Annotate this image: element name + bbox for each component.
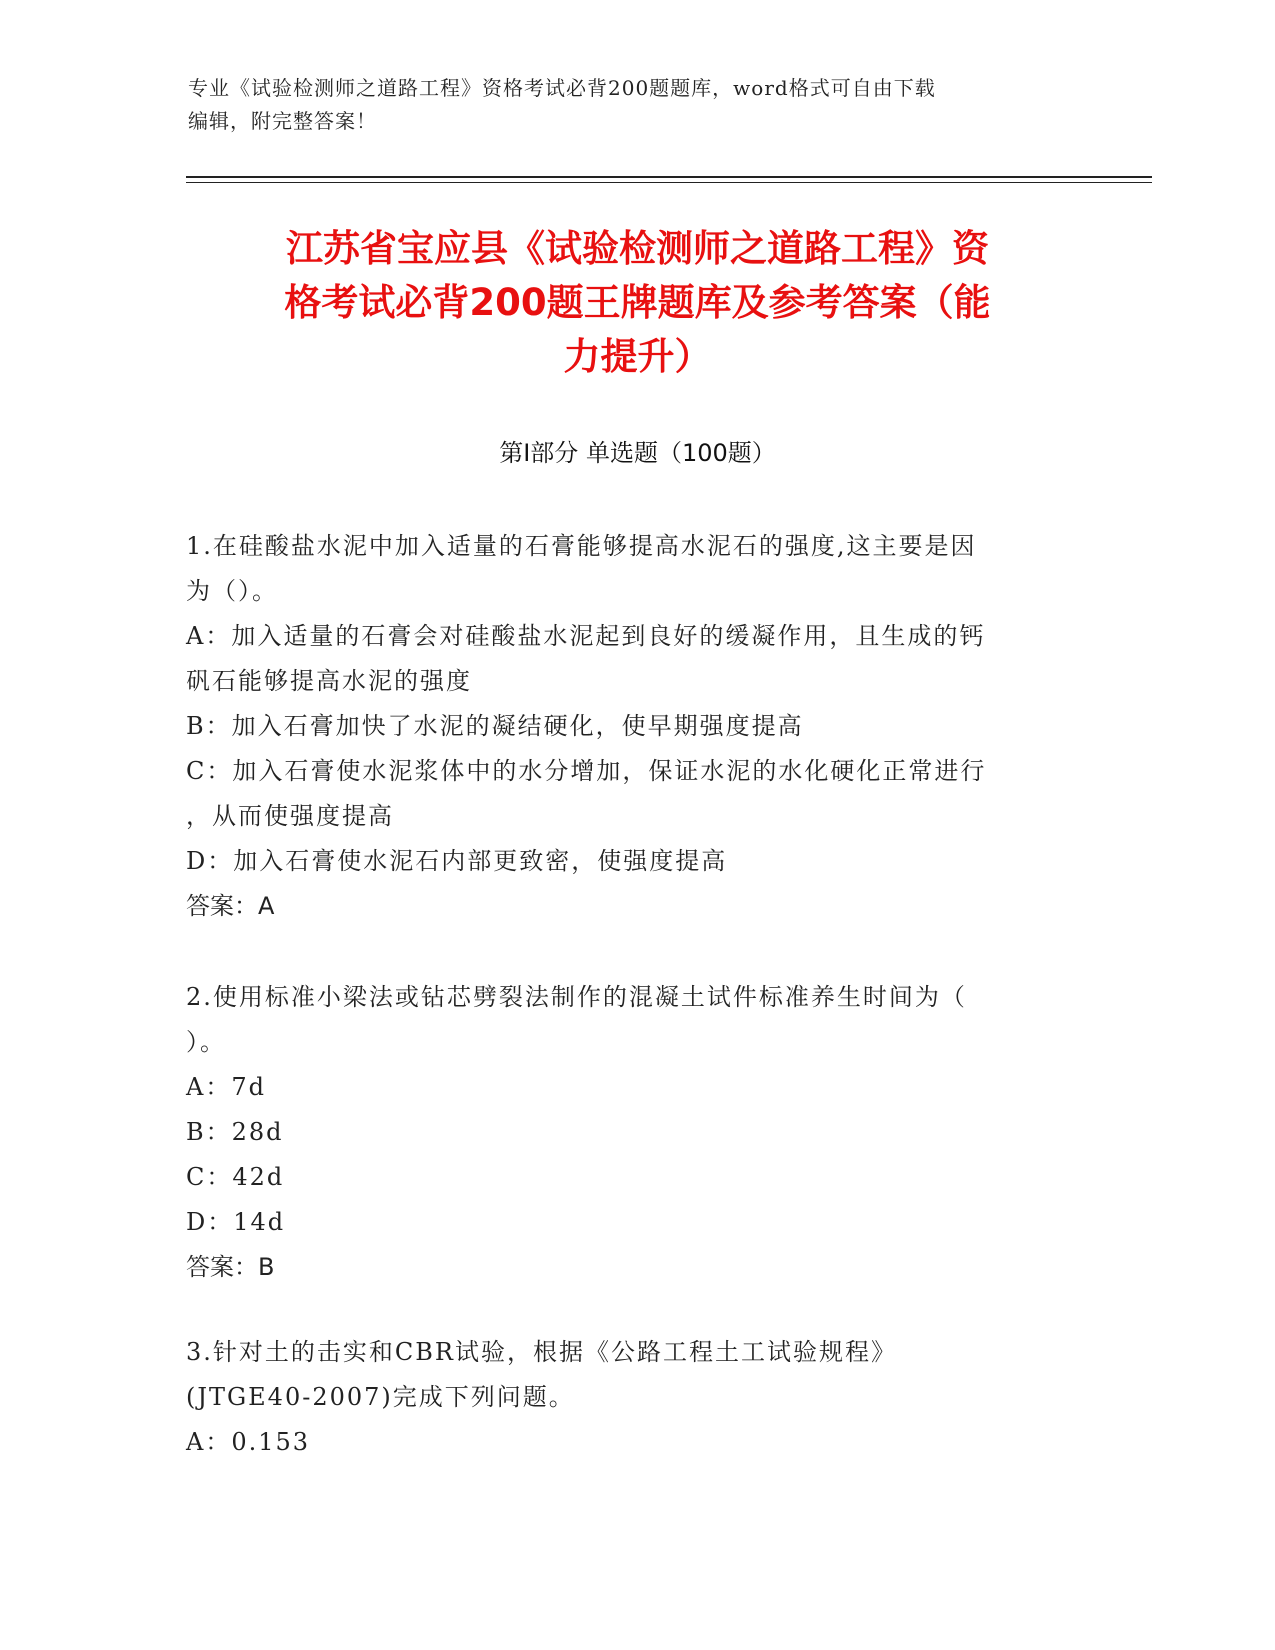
answer-line: 答案：A (186, 892, 275, 920)
option-line: C：加入石膏使水泥浆体中的水分增加，保证水泥的水化硬化正常进行 (186, 757, 987, 785)
option-line: A：加入适量的石膏会对硅酸盐水泥起到良好的缓凝作用，且生成的钙 (186, 622, 986, 650)
question-2 (186, 975, 1086, 1290)
title-line: 力提升） (563, 335, 712, 378)
question-stem: 1.在硅酸盐水泥中加入适量的石膏能够提高水泥石的强度,这主要是因 (186, 532, 977, 560)
option-line: B：28d (186, 1118, 284, 1146)
document-title (180, 222, 1095, 384)
header-note-line: 编辑，附完整答案！ (188, 109, 377, 133)
header-rule (186, 176, 1152, 178)
question-stem: (JTGE40-2007)完成下列问题。 (186, 1383, 575, 1411)
option-line: D：加入石膏使水泥石内部更致密，使强度提高 (186, 847, 728, 875)
answer-line: 答案：B (186, 1253, 275, 1281)
header-rule-thin (186, 182, 1152, 183)
option-line: A：0.153 (186, 1428, 311, 1456)
option-line: B：加入石膏加快了水泥的凝结硬化，使早期强度提高 (186, 712, 804, 740)
question-3 (186, 1330, 1086, 1465)
section-heading: 第Ⅰ部分 单选题（100题） (499, 439, 776, 467)
question-stem: 3.针对土的击实和CBR试验，根据《公路工程土工试验规程》 (186, 1338, 897, 1366)
title-line: 江苏省宝应县《试验检测师之道路工程》资 (286, 227, 989, 270)
option-line: A：7d (186, 1073, 266, 1101)
question-stem: 2.使用标准小梁法或钻芯劈裂法制作的混凝土试件标准养生时间为（ (186, 983, 967, 1011)
option-line: ，从而使强度提高 (186, 802, 394, 830)
option-line: 矾石能够提高水泥的强度 (186, 667, 472, 695)
question-1 (186, 524, 1086, 929)
header-note-line: 专业《试验检测师之道路工程》资格考试必背200题题库，word格式可自由下载 (188, 76, 936, 100)
option-line: C：42d (186, 1163, 285, 1191)
header-note (188, 72, 1088, 138)
option-line: D：14d (186, 1208, 286, 1236)
question-stem: 为（）。 (186, 577, 278, 605)
title-line: 格考试必背200题王牌题库及参考答案（能 (284, 281, 991, 324)
question-stem: ）。 (186, 1028, 226, 1056)
